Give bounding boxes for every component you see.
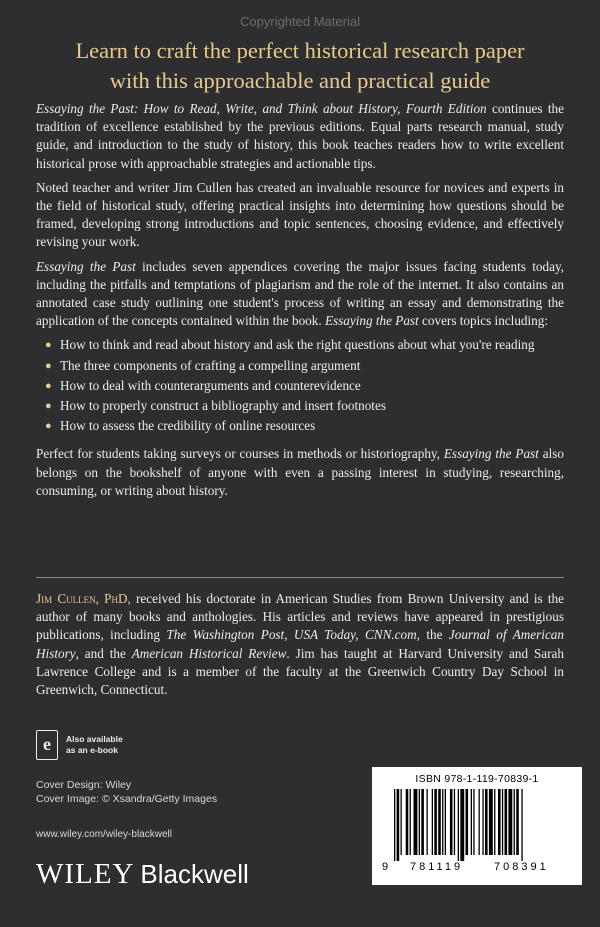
barcode-bar bbox=[460, 789, 464, 861]
list-item: ● How to deal with counterarguments and counterevidence bbox=[36, 377, 564, 395]
barcode-bar bbox=[427, 789, 428, 855]
barcode-bar bbox=[485, 789, 488, 855]
isbn: ISBN 978-1-119-70839-1 bbox=[415, 773, 539, 785]
cover-credits bbox=[36, 778, 217, 806]
barcode-bar bbox=[514, 789, 515, 855]
ebook-text: Also available as an e-book bbox=[66, 734, 123, 755]
author-name: Jim Cullen, PhD, bbox=[36, 591, 131, 606]
barcode-bar bbox=[521, 789, 522, 861]
barcode-bar bbox=[450, 789, 453, 855]
list-item: ● How to properly construct a bibliography and insert footnotes bbox=[36, 397, 564, 415]
barcode-bar bbox=[445, 789, 446, 855]
barcode-bar bbox=[479, 789, 480, 855]
description bbox=[36, 100, 564, 506]
barcode-bar bbox=[502, 789, 503, 855]
list-item: ● The three components of crafting a compelling argument bbox=[36, 357, 564, 375]
paragraph-3: Essaying the Past includes seven appendices covering the major issues facing students today, including the pitfalls and temptations of plagiarism and the role of the internet. It also contains an annotated case study outlining one student's process of writing an essay and demonstrating the application of the concepts contained within the book. Essaying the Past covers topics including: bbox=[36, 258, 564, 329]
barcode-bar bbox=[438, 789, 441, 855]
blackwell-wordmark: Blackwell bbox=[140, 859, 249, 889]
barcode-bars bbox=[392, 789, 567, 861]
barcode-bar bbox=[458, 789, 459, 861]
book-title: Essaying the Past: How to Read, Write, and Think about History, Fourth Edition bbox=[36, 101, 487, 116]
barcode-bar bbox=[410, 789, 411, 855]
ebook-icon: e bbox=[36, 730, 58, 760]
wiley-wordmark: WILEY bbox=[36, 858, 135, 890]
watermark: Copyrighted Material bbox=[240, 14, 360, 29]
headline bbox=[20, 36, 580, 96]
barcode-bar bbox=[414, 789, 418, 855]
barcode-bar bbox=[397, 789, 400, 861]
list-item: ● How to think and read about history and ask the right questions about what you're reading bbox=[36, 336, 564, 354]
bullet-icon: ● bbox=[45, 359, 52, 372]
bullet-icon: ● bbox=[45, 379, 52, 392]
paragraph-2: Noted teacher and writer Jim Cullen has created an invaluable resource for novices and experts in the field of historical study, offering practical insights into determining how questions should be framed, developing strong introductions and topic sentences, choosing evidence, and effectively revising your work. bbox=[36, 179, 564, 250]
cover-design-credit: Cover Design: Wiley bbox=[36, 779, 132, 791]
bullet-icon: ● bbox=[45, 400, 52, 413]
barcode-bar bbox=[442, 789, 443, 855]
barcode-bar bbox=[454, 789, 455, 855]
intro-paragraph: Essaying the Past: How to Read, Write, and Think about History, Fourth Edition continues the tradition of excellence established by the previous editions. Equal parts research manual, study guide, and introduction to the study of history, this book teaches readers how to write excellent historical prose with approachable strategies and actionable tips. bbox=[36, 101, 564, 171]
barcode-bar bbox=[508, 789, 512, 855]
barcode-bar bbox=[419, 789, 420, 855]
barcode-bar bbox=[394, 789, 395, 861]
barcode-bar bbox=[473, 789, 474, 855]
barcode-bar bbox=[434, 789, 437, 855]
author-bio: Jim Cullen, PhD, received his doctorate in American Studies from Brown University and is the author of many books and anthologies. His articles and reviews have appeared in prestigious publications, including The Washington Post, USA Today, CNN.com, the Journal of American History, and the American Historical Review. Jim has taught at Harvard University and Sarah Lawrence College and is a member of the faculty at the Greenwich Country Day School in Greenwich, Connecticut. bbox=[36, 591, 565, 698]
divider bbox=[36, 577, 564, 578]
publisher-url: www.wiley.com/wiley-blackwell bbox=[36, 829, 172, 840]
barcode-bar bbox=[505, 789, 508, 855]
barcode-bar bbox=[489, 789, 493, 855]
bullet-icon: ● bbox=[45, 420, 52, 433]
barcode-bar bbox=[401, 789, 402, 855]
barcode-bar bbox=[516, 789, 519, 855]
headline-line-2: with this approachable and practical guide bbox=[109, 68, 491, 93]
topics-list bbox=[36, 336, 564, 435]
barcode: ISBN 978-1-119-70839-1 9 781119 708391 bbox=[372, 767, 582, 885]
cover-image-credit: Cover Image: © Xsandra/Getty Images bbox=[36, 793, 218, 805]
barcode-bar bbox=[471, 789, 472, 855]
barcode-bar bbox=[432, 789, 433, 855]
list-item: ● How to assess the credibility of online resources bbox=[36, 417, 564, 435]
barcode-bar bbox=[482, 789, 483, 855]
barcode-bar bbox=[466, 789, 469, 855]
publisher-logo bbox=[36, 858, 249, 891]
barcode-bar bbox=[406, 789, 409, 855]
barcode-bar bbox=[498, 789, 501, 855]
bullet-icon: ● bbox=[45, 339, 52, 352]
barcode-bar bbox=[494, 789, 495, 855]
barcode-bar bbox=[421, 789, 424, 855]
paragraph-4: Perfect for students taking surveys or courses in methods or historiography, Essaying the Past also belongs on the bookshelf of anyone with even a passing interest in studying, researching, consuming, or writing about history. bbox=[36, 446, 564, 498]
headline-line-1: Learn to craft the perfect historical research paper bbox=[75, 38, 525, 63]
